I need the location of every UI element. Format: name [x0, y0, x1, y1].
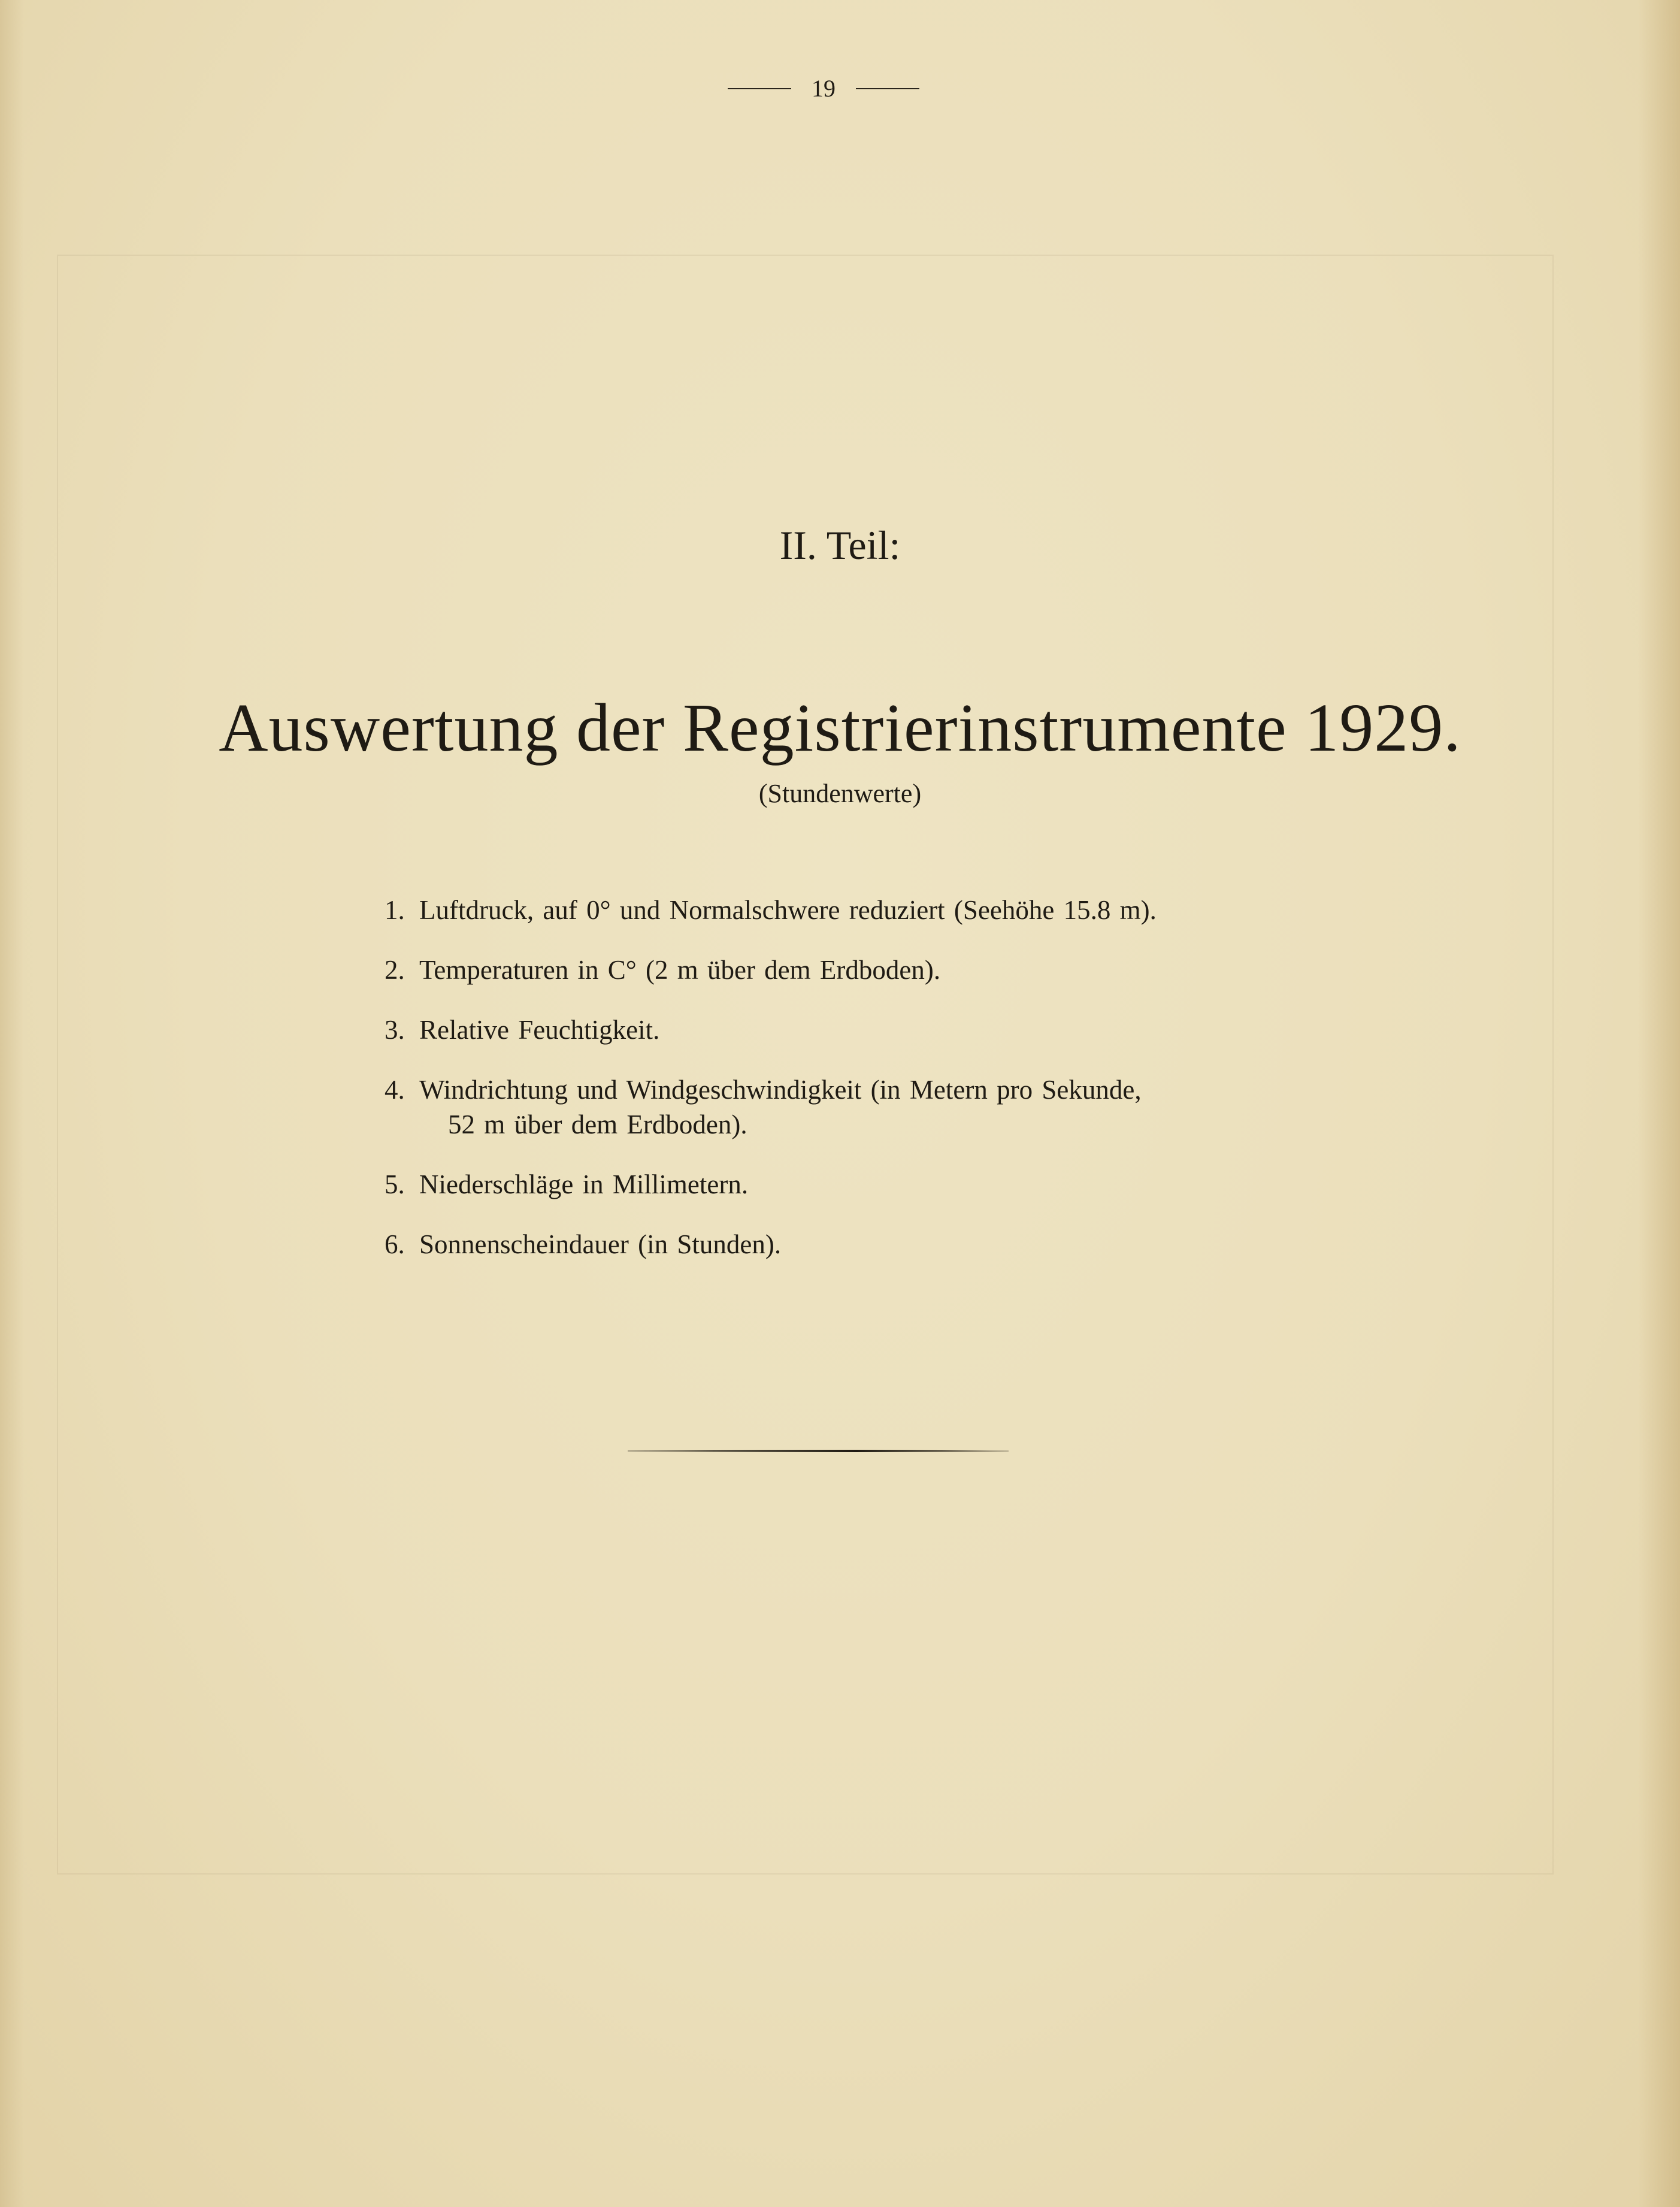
list-item-text: Luftdruck, auf 0° und Normalschwere reduziert (Seehöhe 15.8 m).: [419, 895, 1157, 925]
list-item-number: 5.: [385, 1169, 405, 1199]
subtitle: (Stundenwerte): [758, 779, 922, 808]
list-item-continuation: 52 m über dem Erdboden).: [448, 1109, 747, 1139]
list-item-number: 3.: [385, 1015, 405, 1045]
list-item: [385, 1167, 1319, 1202]
list-item-number: 2.: [385, 955, 405, 985]
page-number-header: [728, 71, 919, 107]
list-item-text: Temperaturen in C° (2 m über dem Erdboden).: [419, 955, 941, 985]
page-number-rule-right: [856, 88, 919, 89]
list-item: [385, 1012, 1319, 1047]
list-item: [385, 893, 1319, 927]
part-title: II. Teil:: [779, 522, 901, 568]
list-item-number: 1.: [385, 895, 405, 925]
page-edge-left: [0, 0, 24, 2207]
list-item-text: Relative Feuchtigkeit.: [419, 1015, 660, 1045]
list-item: [385, 1072, 1319, 1142]
main-title: Auswertung der Registrierinstrumente 1929.: [219, 690, 1461, 766]
list-item-number: 6.: [385, 1229, 405, 1259]
list-item-text: Sonnenscheindauer (in Stunden).: [419, 1229, 782, 1259]
list-item: [385, 953, 1319, 987]
list-item-text: Windrichtung und Windgeschwindigkeit (in Metern pro Sekunde,: [419, 1075, 1142, 1105]
list-item-number: 4.: [385, 1075, 405, 1105]
list-item: [385, 1227, 1319, 1262]
page-edge-right: [1638, 0, 1680, 2207]
contents-list: [385, 893, 1319, 1287]
list-item-text: Niederschläge in Millimetern.: [419, 1169, 749, 1199]
page-number: 19: [812, 75, 836, 102]
